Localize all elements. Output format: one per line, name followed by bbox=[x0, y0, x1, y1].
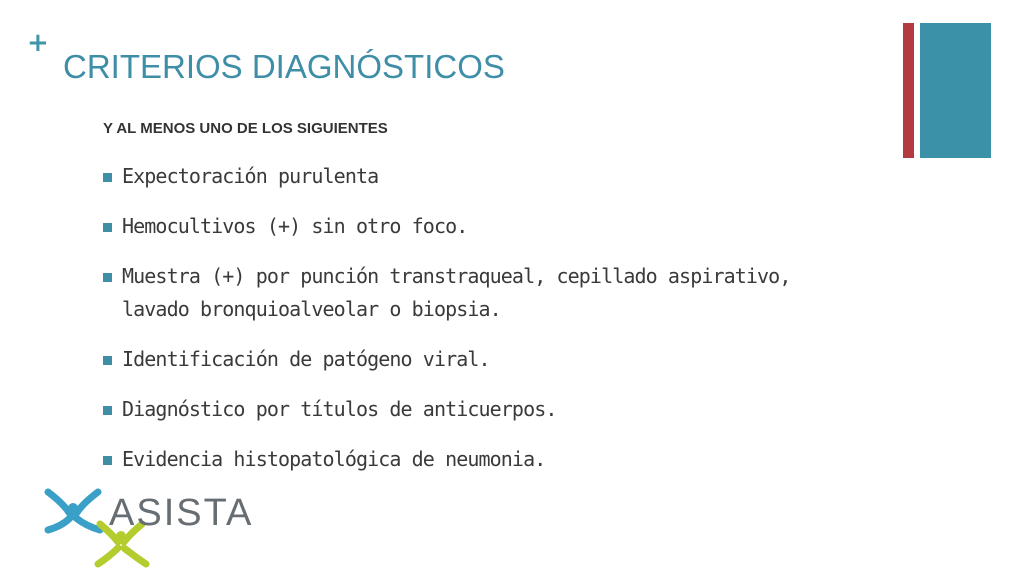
list-item bbox=[103, 443, 863, 476]
list-item bbox=[103, 260, 863, 326]
square-bullet-icon bbox=[103, 406, 112, 415]
list-item bbox=[103, 393, 863, 426]
plus-mark: + bbox=[27, 28, 49, 58]
list-item bbox=[103, 210, 863, 243]
square-bullet-icon bbox=[103, 273, 112, 282]
list-item bbox=[103, 160, 863, 193]
list-item-text: Diagnóstico por títulos de anticuerpos. bbox=[122, 397, 557, 421]
list-item bbox=[103, 343, 863, 376]
slide-title: CRITERIOS DIAGNÓSTICOS bbox=[63, 48, 505, 85]
asista-logo bbox=[42, 484, 282, 570]
decorative-red-bar bbox=[903, 23, 914, 158]
decorative-blue-block bbox=[920, 23, 991, 158]
square-bullet-icon bbox=[103, 456, 112, 465]
logo-wordmark: ASISTA bbox=[109, 492, 254, 534]
list-item-text: Evidencia histopatológica de neumonia. bbox=[122, 447, 546, 471]
slide-subtitle: Y AL MENOS UNO DE LOS SIGUIENTES bbox=[103, 120, 388, 137]
square-bullet-icon bbox=[103, 223, 112, 232]
square-bullet-icon bbox=[103, 356, 112, 365]
list-item-text: Hemocultivos (+) sin otro foco. bbox=[122, 214, 468, 238]
list-item-text: Expectoración purulenta bbox=[122, 164, 379, 188]
list-item-text: Muestra (+) por punción transtraqueal, cepillado aspirativo, lavado bronquioalveolar o biopsia. bbox=[122, 264, 791, 321]
list-item-text: Identificación de patógeno viral. bbox=[122, 347, 490, 371]
square-bullet-icon bbox=[103, 173, 112, 182]
criteria-list bbox=[103, 160, 863, 493]
